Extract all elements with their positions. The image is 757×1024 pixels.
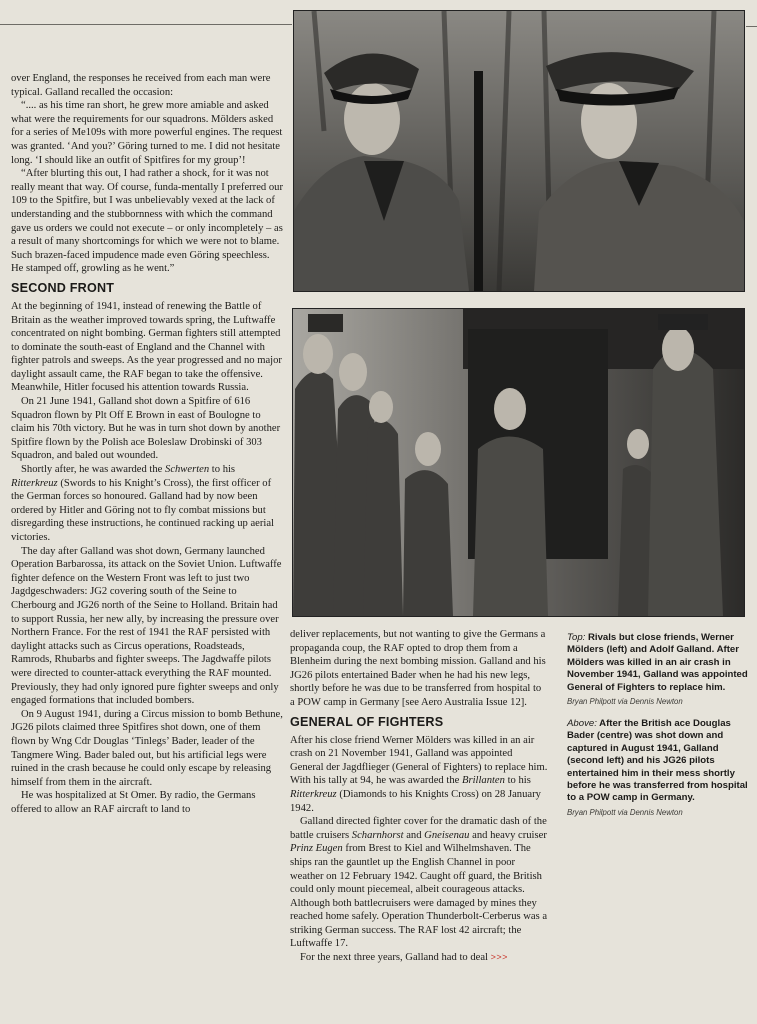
photo-two-officers-icon — [294, 11, 744, 291]
column-middle — [290, 628, 548, 965]
text-italic: Ritterkreuz — [11, 477, 58, 489]
paragraph: At the beginning of 1941, instead of renewing the Battle of Britain as the weather improved towards spring, the Luftwaffe concentrated on night bombing. German fighters still attempted to dominate the south-east of England and the Channel with fighter patrols and sweeps. As the year progressed and no major daylight assault came, the RAF began to take the offensive. Meanwhile, Hitler focused his attention towards Russia. — [11, 300, 282, 394]
text-run: from Brest to Kiel and Wilhelmshaven. The ships ran the gauntlet up the English Channel in poor weather on 12 February 1942. Caught off guard, the British could only mount piecemeal, albeit courageous attacks. Although both battlecruisers were damaged by mines they reached home safely. Operation Thunderbolt-Cerberus was a striking German success. The RAF lost 42 aircraft; the Luftwaffe 17. — [290, 843, 548, 950]
text-italic: Brillanten — [461, 775, 505, 787]
caption-text: Rivals but close friends, Werner Mölders (left) and Adolf Galland. After Mölders was killed in an air crash in November 1941, Galland was appointed General of Fighters to replace him. — [567, 632, 748, 693]
text-run: to his — [504, 775, 531, 787]
text-run: and — [403, 829, 425, 841]
paragraph — [290, 815, 548, 951]
paragraph: The day after Galland was shot down, Germany launched Operation Barbarossa, its attack on the Soviet Union. Luftwaffe fighter defence on the Western Front was left to just two Jagdgeschwaders: JG2 covering south of the Seine to Cherbourg and JG26 north of the Seine to Holland. Britain had to support Russia, her new ally, by increasing the pressure over Northern France. For the rest of 1941 the RAF persisted with daylight attacks such as Circus operations, Roadsteads, Ramrods, Rhubarbs and fighter sweeps. The Jagdwaffe pilots were directed to counter-attack everything the RAF mounted. Previously, they had only ignored pure fighter sweeps and only engaged formations that included bombers. — [11, 545, 282, 707]
paragraph — [290, 734, 548, 816]
paragraph: He was hospitalized at St Omer. By radio, the Germans offered to allow an RAF aircraft to land to — [11, 790, 256, 815]
text-italic: Scharnhorst — [351, 829, 404, 841]
caption-text: After the British ace Douglas Bader (centre) was shot down and captured in August 1941, Galland (second left) and his JG26 pilots entertained him in their mess shortly before he was transferred from hospital to a POW camp in Germany. — [567, 718, 748, 804]
text-run: Galland directed fighter cover for the dramatic dash of the battle cruisers — [290, 816, 547, 841]
text-run: (Swords to his Knight’s Cross), the first officer of the German forces so honoured. Galland had by now been ordered by Hitler and Göring not to fly combat missions but disregarding these instructions, he continued racking up aerial victories. — [11, 477, 274, 543]
text-italic: Gneisenau — [424, 829, 470, 841]
paragraph — [290, 951, 548, 965]
paragraph: deliver replacements, but not wanting to give the Germans a propaganda coup, the RAF opted to drop them from a Blenheim during the next bombing mission. Galland and his JG26 pilots entertained Bader when he had his new legs, shortly before he was due to be transferred from hospital to a POW camp in Germany [see Aero Australia Issue 12]. — [290, 629, 546, 708]
text-run: to his — [209, 464, 236, 476]
paragraph: over England, the responses he received from each man were typical. Galland recalled the occasion: — [11, 73, 271, 98]
caption-top — [567, 632, 749, 694]
text-run: and heavy cruiser — [469, 829, 547, 841]
section-heading-second-front: SECOND FRONT — [11, 280, 115, 295]
quote-paragraph: “After blurting this out, I had rather a shock, for it was not really meant that way. Of course, funda-mentally I preferred our 109 to the Spitfire, but I was unbelievably vexed at the lack of understanding and the stubbornness with which the command gave us orders we could not execute – or only incompletely – as a result of many shortcomings for which we were not to blame. Such brazen-faced impudence made even Göring speechless. He stamped off, growling as he went.” — [11, 168, 283, 275]
top-rule-right — [746, 26, 757, 27]
photo-bottom-bader-visit — [292, 308, 745, 617]
photo-credit: Bryan Philpott via Dennis Newton — [567, 807, 683, 817]
top-rule — [0, 24, 292, 25]
paragraph: On 9 August 1941, during a Circus mission to bomb Bethune, JG26 pilots claimed three Spitfires shot down, one of them flown by Wng Cdr Douglas ‘Tinlegs’ Bader, leader of the Tangmere Wing. Bader baled out, but his artificial legs were ruined in the crash because he could only escape by releasing himself from them in the aircraft. — [11, 708, 283, 788]
quote-paragraph: “.... as his time ran short, he grew more amiable and asked what were the requirements for our squadrons. Mölders asked for a series of Me109s with more powerful engines. The request was granted. ‘And you?’ Göring turned to me. I did not hesitate long. ‘I should like an outfit of Spitfires for my group’! — [11, 100, 283, 166]
column-left — [11, 72, 283, 816]
text-run: Shortly after, he was awarded the — [21, 464, 166, 476]
text-run: (Diamonds to his Knights Cross) on 28 January 1942. — [290, 788, 541, 814]
photo-group-officers-icon — [293, 309, 744, 616]
text-run: For the next three years, Galland had to deal — [300, 952, 488, 964]
text-italic: Schwerten — [165, 464, 210, 476]
caption-above — [567, 718, 749, 805]
continued-arrows: >>> — [490, 952, 508, 963]
photo-top-molders-galland — [293, 10, 745, 292]
photo-captions — [567, 632, 749, 829]
photo-credit: Bryan Philpott via Dennis Newton — [567, 697, 683, 707]
section-heading-general-of-fighters: GENERAL OF FIGHTERS — [290, 714, 444, 729]
text-italic: Prinz Eugen — [290, 843, 343, 855]
caption-label: Above: — [567, 718, 597, 730]
text-run: After his close friend Werner Mölders was killed in an air crash on 21 November 1941, Galland was appointed General der Jagdflieger (General of Fighters) to replace him. With his tally at 94, he was awarded the — [290, 734, 548, 787]
caption-label: Top: — [567, 632, 586, 643]
paragraph: On 21 June 1941, Galland shot down a Spitfire of 616 Squadron flown by Plt Off E Brown in east of Boulogne to claim his 70th victory. But he was in turn shot down by another Spitfire flown by the Polish ace Boleslaw Drobinski of 303 Squadron, and baled out wounded. — [11, 396, 281, 462]
text-italic: Ritterkreuz — [290, 788, 337, 800]
paragraph — [11, 463, 283, 545]
